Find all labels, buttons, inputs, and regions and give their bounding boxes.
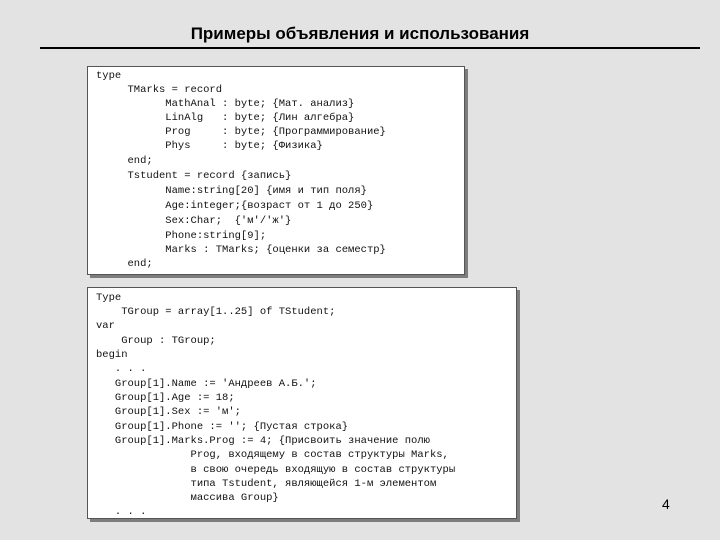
- code-line: Name:string[20] {имя и тип поля}: [96, 185, 367, 197]
- code-line: массива Group}: [96, 492, 279, 504]
- code-line: Group[1].Age := 18;: [96, 392, 235, 404]
- code-line: Group[1].Marks.Prog := 4; {Присвоить значение полю: [96, 435, 430, 447]
- code-line: Group[1].Name := 'Андреев А.Б.';: [96, 378, 317, 390]
- code-line: begin: [96, 349, 128, 361]
- code-line: . . .: [96, 363, 147, 375]
- code-line: Type: [96, 292, 122, 304]
- code-line: Sex:Char; {'м'/'ж'}: [96, 215, 292, 227]
- array-usage-code-block: [87, 287, 517, 519]
- code-line: Phone:string[9];: [96, 230, 267, 242]
- code-line: Tstudent = record {запись}: [96, 170, 292, 182]
- code-line: . . .: [96, 506, 147, 518]
- code-line: Marks : TMarks; {оценки за семестр}: [96, 244, 386, 256]
- code-line: TMarks = record: [96, 84, 223, 96]
- code-line: Group[1].Sex := 'м';: [96, 406, 241, 418]
- code-line: типа Tstudent, являющейся 1-м элементом: [96, 478, 437, 490]
- title-underline: [40, 47, 700, 49]
- code-line: end;: [96, 258, 153, 270]
- code-line: end;: [96, 155, 153, 167]
- code-line: Prog : byte; {Программирование}: [96, 126, 386, 138]
- code-line: Age:integer;{возраст от 1 до 250}: [96, 200, 374, 212]
- code-line: LinAlg : byte; {Лин алгебра}: [96, 112, 355, 124]
- code-line: var: [96, 320, 115, 332]
- code-line: TGroup = array[1..25] of TStudent;: [96, 306, 336, 318]
- page-number: 4: [662, 496, 670, 512]
- code-line: Prog, входящему в состав структуры Marks,: [96, 449, 449, 461]
- record-declaration-code-block: [87, 66, 465, 275]
- code-line: Group[1].Phone := ''; {Пустая строка}: [96, 421, 349, 433]
- code-line: MathAnal : byte; {Мат. анализ}: [96, 98, 355, 110]
- code-line: Phys : byte; {Физика}: [96, 140, 323, 152]
- slide-title: Примеры объявления и использования: [190, 24, 530, 43]
- code-line: type: [96, 70, 122, 82]
- code-line: Group : TGroup;: [96, 335, 216, 347]
- code-line: в свою очередь входящую в состав структуры: [96, 464, 456, 476]
